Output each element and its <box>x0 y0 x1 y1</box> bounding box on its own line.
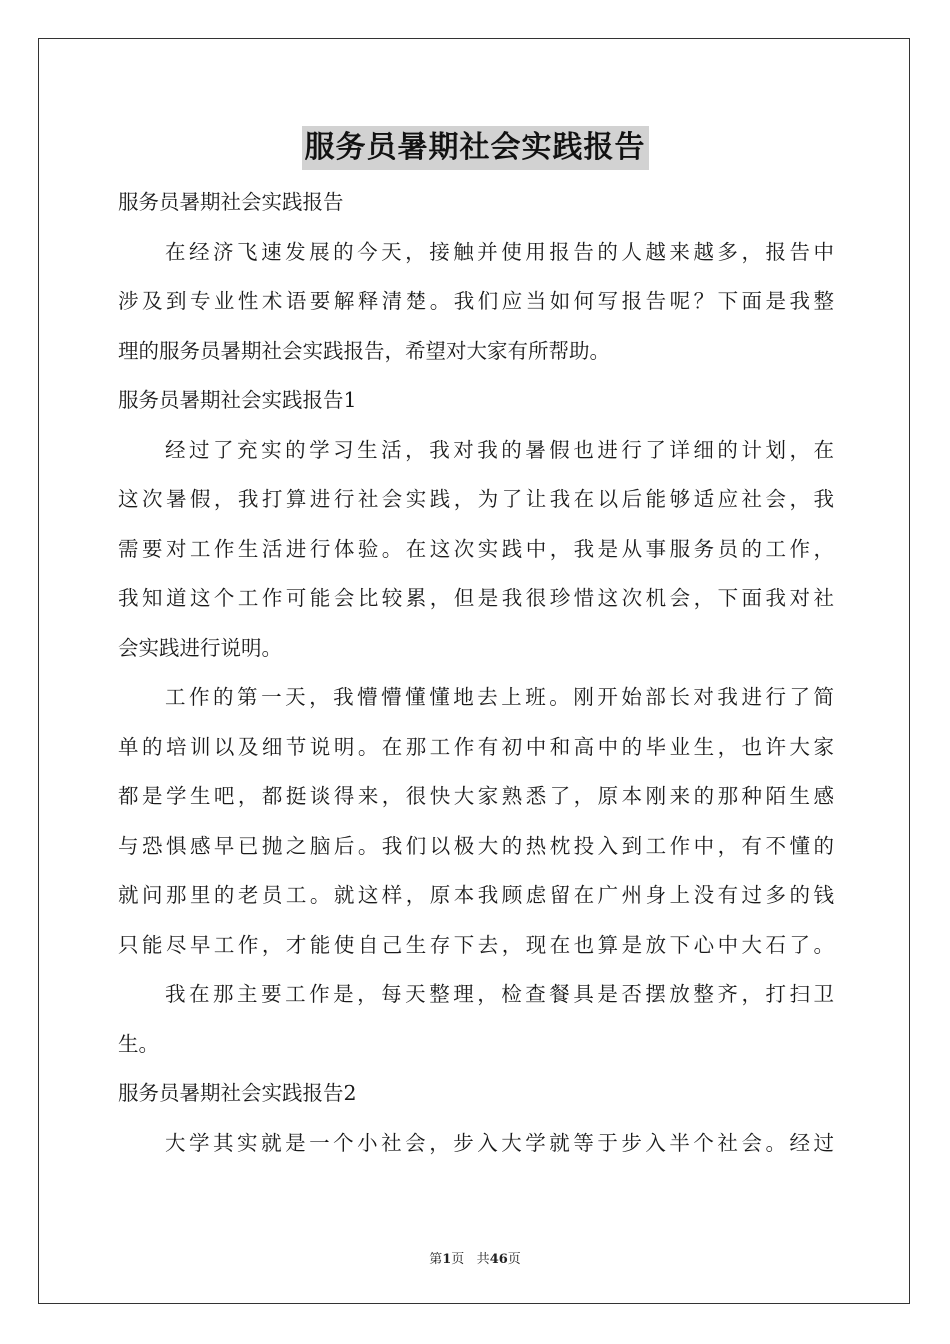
text-line: 需要对工作生活进行体验。在这次实践中，我是从事服务员的工作， <box>118 536 834 561</box>
document-title: 服务员暑期社会实践报告 <box>302 126 649 170</box>
page-prefix: 第 <box>429 1252 443 1267</box>
text-line: 生。 <box>118 1031 159 1056</box>
text-line: 涉及到专业性术语要解释清楚。我们应当如何写报告呢？下面是我整 <box>118 289 834 313</box>
text-line: 就问那里的老员工。就这样，原本我顾虑留在广州身上没有过多的钱 <box>118 883 834 907</box>
text-line: 都是学生吧，都挺谈得来，很快大家熟悉了，原本刚来的那种陌生感 <box>118 784 834 808</box>
page-suffix: 页 <box>451 1252 465 1267</box>
text-line: 工作的第一天，我懵懵懂懂地去上班。刚开始部长对我进行了简 <box>165 685 834 709</box>
text-line: 我在那主要工作是，每天整理，检查餐具是否摆放整齐，打扫卫 <box>165 982 834 1006</box>
total-suffix: 页 <box>507 1252 521 1267</box>
text-line: 只能尽早工作，才能使自己生存下去，现在也算是放下心中大石了。 <box>118 932 834 957</box>
text-line: 会实践进行说明。 <box>118 635 282 660</box>
text-line: 服务员暑期社会实践报告2 <box>118 1081 357 1105</box>
total-prefix: 共 <box>476 1252 490 1267</box>
document-body <box>118 178 834 1168</box>
text-line: 服务员暑期社会实践报告1 <box>118 388 357 412</box>
text-line: 在经济飞速发展的今天，接触并使用报告的人越来越多，报告中 <box>165 239 834 264</box>
text-line: 服务员暑期社会实践报告 <box>118 190 344 214</box>
text-line: 理的服务员暑期社会实践报告，希望对大家有所帮助。 <box>118 338 610 363</box>
page-number: 1 <box>442 1252 452 1267</box>
text-line: 这次暑假，我打算进行社会实践，为了让我在以后能够适应社会，我 <box>118 487 834 511</box>
text-line: 单的培训以及细节说明。在那工作有初中和高中的毕业生，也许大家 <box>118 734 834 759</box>
text-line: 大学其实就是一个小社会，步入大学就等于步入半个社会。经过 <box>165 1130 834 1155</box>
page-footer <box>0 1248 950 1267</box>
text-line: 与恐惧感早已抛之脑后。我们以极大的热枕投入到工作中，有不懂的 <box>118 833 834 858</box>
title-container <box>0 126 950 170</box>
text-line: 经过了充实的学习生活，我对我的暑假也进行了详细的计划，在 <box>165 437 834 462</box>
text-line: 我知道这个工作可能会比较累，但是我很珍惜这次机会，下面我对社 <box>118 586 834 610</box>
total-pages: 46 <box>489 1252 508 1267</box>
